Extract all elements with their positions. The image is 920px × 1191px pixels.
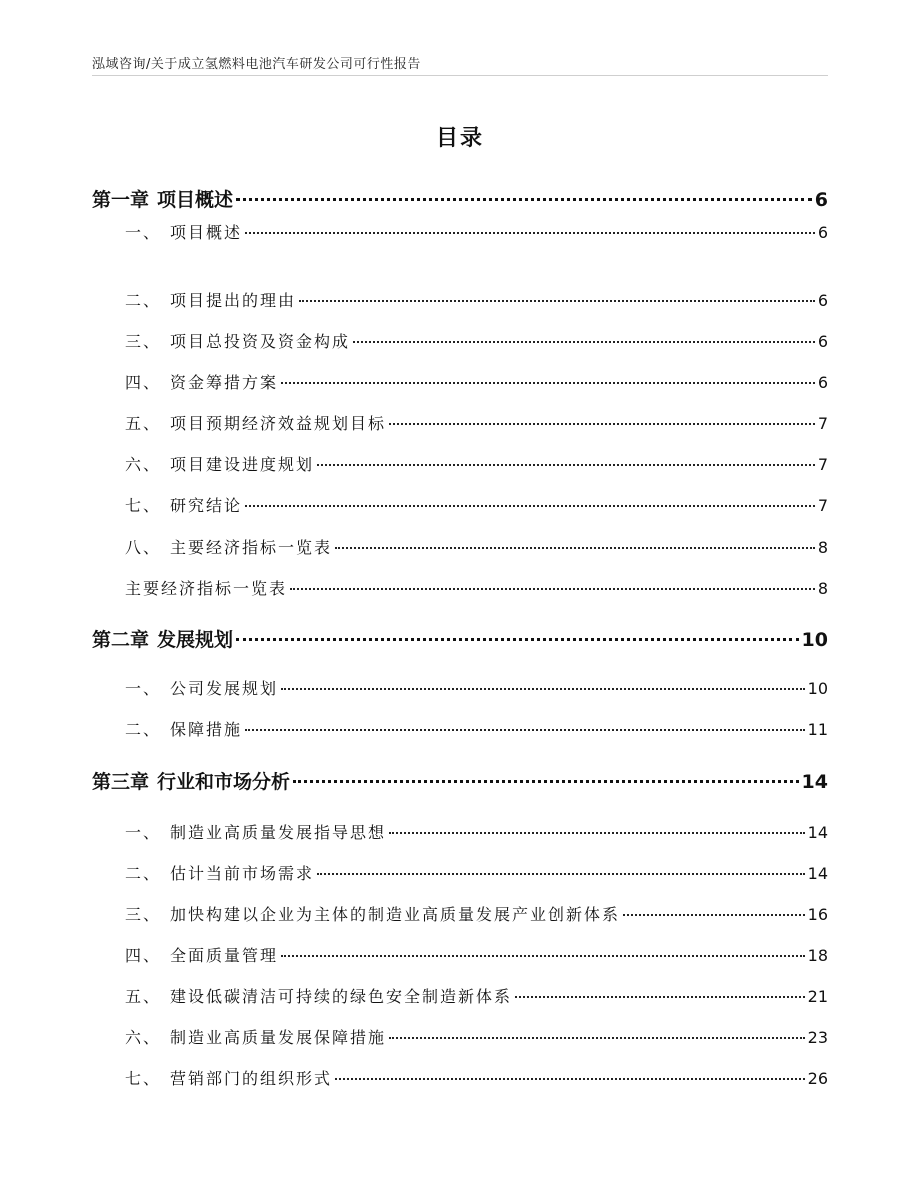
section-title: 公司发展规划 xyxy=(170,679,279,698)
dot-leader xyxy=(245,505,815,507)
section-number: 三、 xyxy=(125,332,162,351)
section-number: 三、 xyxy=(125,905,162,924)
dot-leader xyxy=(299,300,815,302)
page-number: 6 xyxy=(814,189,828,211)
header-divider xyxy=(92,75,828,76)
dot-leader xyxy=(317,464,815,466)
running-header: 泓域咨询/关于成立氢燃料电池汽车研发公司可行性报告 xyxy=(92,57,421,72)
dot-leader xyxy=(236,198,812,201)
toc-section[interactable] xyxy=(125,576,828,599)
toc-entry-label xyxy=(92,185,233,212)
toc-entry-label xyxy=(125,717,242,740)
toc-entry-label xyxy=(125,411,386,434)
toc-section[interactable] xyxy=(125,943,828,966)
section-title: 营销部门的组织形式 xyxy=(170,1069,333,1088)
page-number: 8 xyxy=(817,538,828,557)
section-title: 项目总投资及资金构成 xyxy=(170,332,351,351)
dot-leader xyxy=(281,955,805,957)
section-title: 项目预期经济效益规划目标 xyxy=(170,414,387,433)
section-number: 四、 xyxy=(125,946,162,965)
page-number: 16 xyxy=(807,905,828,924)
toc-entry-label xyxy=(125,220,242,243)
section-number: 七、 xyxy=(125,496,162,515)
toc-entry-label xyxy=(125,861,314,884)
dot-leader xyxy=(389,832,805,834)
dot-leader xyxy=(389,423,815,425)
toc-section[interactable] xyxy=(125,676,828,699)
toc-section[interactable] xyxy=(125,411,828,434)
toc-entry-label xyxy=(125,902,620,925)
dot-leader xyxy=(317,873,805,875)
dot-leader xyxy=(335,1078,805,1080)
section-title: 全面质量管理 xyxy=(170,946,279,965)
page-number: 18 xyxy=(807,946,828,965)
section-number: 二、 xyxy=(125,864,162,883)
toc-section[interactable] xyxy=(125,370,828,393)
toc-chapter-2[interactable] xyxy=(92,625,828,652)
dot-leader xyxy=(245,232,815,234)
page-number: 6 xyxy=(817,291,828,310)
chapter-title: 行业和市场分析 xyxy=(157,771,291,793)
page-number: 10 xyxy=(807,679,828,698)
toc-entry-label xyxy=(125,676,278,699)
toc-section[interactable] xyxy=(125,902,828,925)
chapter-number: 第二章 xyxy=(92,629,150,651)
toc-section[interactable] xyxy=(125,288,828,311)
dot-leader xyxy=(236,638,799,641)
section-number: 二、 xyxy=(125,291,162,310)
page-number: 11 xyxy=(807,720,828,739)
section-number: 七、 xyxy=(125,1069,162,1088)
toc-section[interactable] xyxy=(125,984,828,1007)
section-title: 制造业高质量发展保障措施 xyxy=(170,1028,387,1047)
section-title: 主要经济指标一览表 xyxy=(125,579,288,598)
page-number: 14 xyxy=(801,771,828,793)
toc-section[interactable] xyxy=(125,535,828,558)
page-number: 14 xyxy=(807,823,828,842)
toc-entry-label xyxy=(125,576,287,599)
page-number: 10 xyxy=(801,629,828,651)
page-title: 目录 xyxy=(435,126,484,151)
chapter-number: 第三章 xyxy=(92,771,150,793)
toc-entry-label xyxy=(125,943,278,966)
dot-leader xyxy=(245,729,805,731)
section-title: 资金筹措方案 xyxy=(170,373,279,392)
toc-chapter-3[interactable] xyxy=(92,767,828,794)
section-title: 制造业高质量发展指导思想 xyxy=(170,823,387,842)
dot-leader xyxy=(281,382,815,384)
page-number: 7 xyxy=(817,414,828,433)
page-number: 6 xyxy=(817,223,828,242)
section-number: 一、 xyxy=(125,223,162,242)
toc-section[interactable] xyxy=(125,329,828,352)
dot-leader xyxy=(515,996,805,998)
page-number: 14 xyxy=(807,864,828,883)
section-title: 保障措施 xyxy=(170,720,243,739)
toc-section[interactable] xyxy=(125,452,828,475)
page-number: 21 xyxy=(807,987,828,1006)
section-number: 一、 xyxy=(125,679,162,698)
section-number: 四、 xyxy=(125,373,162,392)
chapter-title: 项目概述 xyxy=(157,189,234,211)
page-number: 8 xyxy=(817,579,828,598)
page-number: 6 xyxy=(817,373,828,392)
section-title: 估计当前市场需求 xyxy=(170,864,315,883)
page-number: 23 xyxy=(807,1028,828,1047)
dot-leader xyxy=(353,341,815,343)
section-title: 加快构建以企业为主体的制造业高质量发展产业创新体系 xyxy=(170,905,621,924)
dot-leader xyxy=(623,914,805,916)
toc-section[interactable] xyxy=(125,1066,828,1089)
section-title: 主要经济指标一览表 xyxy=(170,538,333,557)
chapter-title: 发展规划 xyxy=(157,629,234,651)
dot-leader xyxy=(293,780,799,783)
section-title: 项目提出的理由 xyxy=(170,291,297,310)
chapter-number: 第一章 xyxy=(92,189,150,211)
toc-section[interactable] xyxy=(125,717,828,740)
section-number: 八、 xyxy=(125,538,162,557)
toc-entry-label xyxy=(125,452,314,475)
toc-chapter-1[interactable] xyxy=(92,185,828,212)
toc-entry-label xyxy=(125,370,278,393)
toc-entry-label xyxy=(125,329,350,352)
section-number: 六、 xyxy=(125,1028,162,1047)
section-number: 五、 xyxy=(125,987,162,1006)
toc-entry-label xyxy=(125,535,332,558)
section-title: 建设低碳清洁可持续的绿色安全制造新体系 xyxy=(170,987,513,1006)
toc-entry-label xyxy=(125,984,512,1007)
dot-leader xyxy=(290,588,815,590)
dot-leader xyxy=(335,547,815,549)
toc-entry-label xyxy=(92,767,290,794)
page-number: 7 xyxy=(817,455,828,474)
section-number: 六、 xyxy=(125,455,162,474)
section-title: 项目概述 xyxy=(170,223,243,242)
toc-entry-label xyxy=(92,625,233,652)
page-number: 7 xyxy=(817,496,828,515)
toc-section[interactable] xyxy=(125,493,828,516)
section-number: 五、 xyxy=(125,414,162,433)
dot-leader xyxy=(389,1037,805,1039)
page-number: 26 xyxy=(807,1069,828,1088)
toc-entry-label xyxy=(125,1066,332,1089)
toc-entry-label xyxy=(125,288,296,311)
toc-section[interactable] xyxy=(125,861,828,884)
section-title: 项目建设进度规划 xyxy=(170,455,315,474)
toc-entry-label xyxy=(125,493,242,516)
toc-entry-label xyxy=(125,820,386,843)
toc-section[interactable] xyxy=(125,1025,828,1048)
dot-leader xyxy=(281,688,805,690)
toc-entry-label xyxy=(125,1025,386,1048)
section-number: 一、 xyxy=(125,823,162,842)
page-number: 6 xyxy=(817,332,828,351)
section-title: 研究结论 xyxy=(170,496,243,515)
toc-section[interactable] xyxy=(125,220,828,243)
section-number: 二、 xyxy=(125,720,162,739)
toc-section[interactable] xyxy=(125,820,828,843)
